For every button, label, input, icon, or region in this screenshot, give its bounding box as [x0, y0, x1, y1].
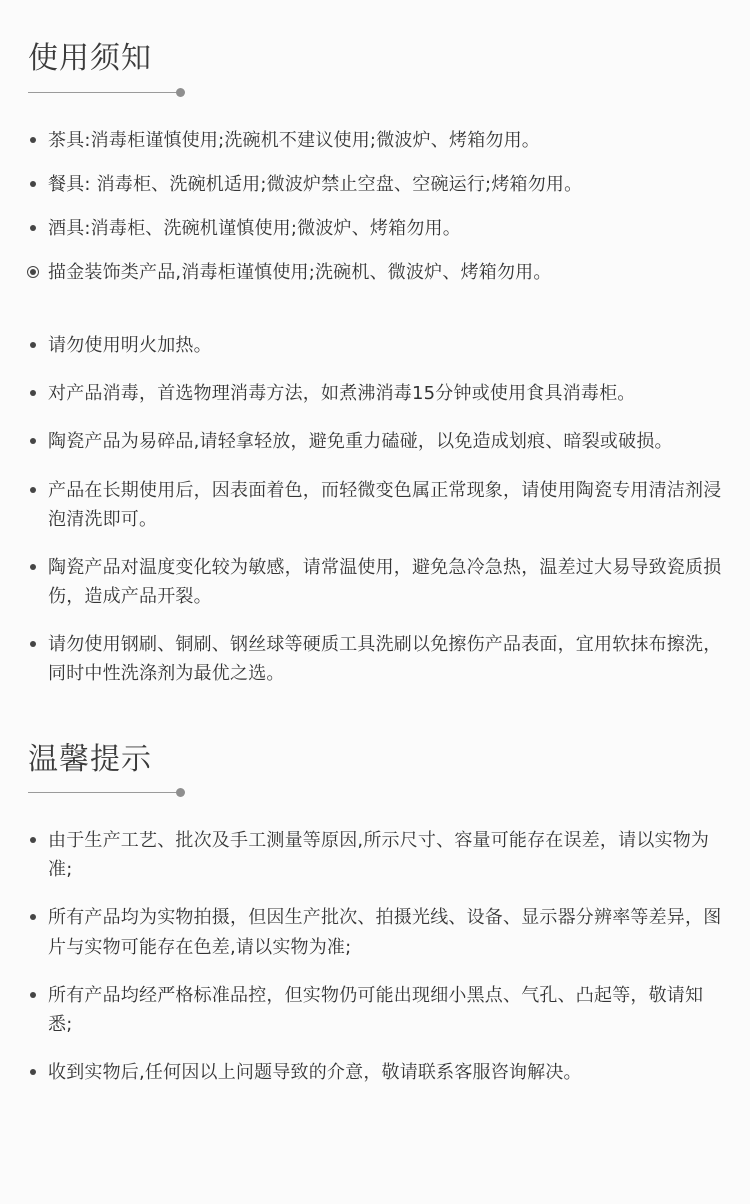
list-item-text: 陶瓷产品对温度变化较为敏感，请常温使用，避免急冷急热，温差过大易导致瓷质损伤，造成产品开裂。 [48, 556, 722, 608]
section-warm-tips [26, 741, 724, 1088]
list-item [26, 427, 724, 456]
list-item-text: 由于生产工艺、批次及手工测量等原因,所示尺寸、容量可能存在误差，请以实物为准; [48, 830, 710, 881]
rule-line [28, 92, 180, 93]
list-item-text: 收到实物后,任何因以上问题导致的介意，敬请联系客服咨询解决。 [48, 1061, 582, 1083]
section-title-tips: 温馨提示 [28, 741, 152, 777]
rule-dot [176, 88, 185, 97]
list-item [26, 553, 724, 611]
bullet-dot-icon [30, 1069, 36, 1075]
list-item [26, 476, 724, 534]
list-item [26, 126, 724, 155]
list-item-text: 酒具:消毒柜、洗碗机谨慎使用;微波炉、烤箱勿用。 [48, 217, 461, 239]
section-heading-tips [26, 741, 724, 801]
list-item [26, 170, 724, 199]
list-item [26, 214, 724, 243]
section-heading-usage [26, 40, 724, 100]
list-item [26, 379, 724, 408]
list-item-text: 餐具: 消毒柜、洗碗机适用;微波炉禁止空盘、空碗运行;烤箱勿用。 [48, 173, 583, 195]
bullet-dot-icon [30, 837, 36, 843]
list-item [26, 1058, 724, 1087]
list-item [26, 258, 724, 287]
bullet-dot-icon [30, 390, 36, 396]
bullet-dot-icon [30, 641, 36, 647]
rule-line [28, 792, 180, 793]
list-item-text: 所有产品均经严格标准品控，但实物仍可能出现细小黑点、气孔、凸起等，敬请知悉; [48, 984, 704, 1035]
bullet-dot-icon [30, 487, 36, 493]
list-item [26, 903, 724, 961]
usage-notes-group-two [26, 331, 724, 688]
usage-notes-group-one [26, 126, 724, 288]
bullet-dot-icon [30, 181, 36, 187]
list-item-text: 产品在长期使用后，因表面着色，而轻微变色属正常现象，请使用陶瓷专用清洁剂浸泡清洗即可。 [48, 479, 722, 530]
list-item-text: 所有产品均为实物拍摄，但因生产批次、拍摄光线、设备、显示器分辨率等差异，图片与实物可能存在色差,请以实物为准; [48, 907, 722, 958]
list-item [26, 826, 724, 884]
list-item [26, 630, 724, 688]
list-item-text: 茶具:消毒柜谨慎使用;洗碗机不建议使用;微波炉、烤箱勿用。 [48, 129, 540, 151]
list-item-text: 请勿使用钢刷、铜刷、钢丝球等硬质工具洗刷以免擦伤产品表面，宜用软抹布擦洗，同时中性洗涤剂为最优之选。 [48, 634, 722, 685]
heading-rule-usage [28, 86, 188, 100]
bullet-dot-icon [30, 137, 36, 143]
bullet-dot-icon [30, 342, 36, 348]
bullet-dot-icon [30, 225, 36, 231]
heading-rule-tips [28, 786, 188, 800]
bullet-dot-icon [30, 564, 36, 570]
page-title: 使用须知 [28, 41, 152, 76]
list-item-text: 请勿使用明火加热。 [48, 335, 212, 357]
list-item [26, 981, 724, 1039]
list-item-text: 陶瓷产品为易碎品,请轻拿轻放，避免重力磕碰，以免造成划痕、暗裂或破损。 [48, 431, 673, 453]
warm-tips-group [26, 826, 724, 1087]
bullet-dot-icon [30, 438, 36, 444]
list-item-text: 对产品消毒，首选物理消毒方法，如煮沸消毒15分钟或使用食具消毒柜。 [48, 383, 636, 405]
list-item [26, 331, 724, 360]
bullet-ring-icon [27, 266, 39, 278]
bullet-dot-icon [30, 914, 36, 920]
list-item-text: 描金装饰类产品,消毒柜谨慎使用;洗碗机、微波炉、烤箱勿用。 [48, 261, 552, 283]
section-usage-notes [26, 40, 724, 689]
bullet-dot-icon [30, 992, 36, 998]
rule-dot [176, 788, 185, 797]
